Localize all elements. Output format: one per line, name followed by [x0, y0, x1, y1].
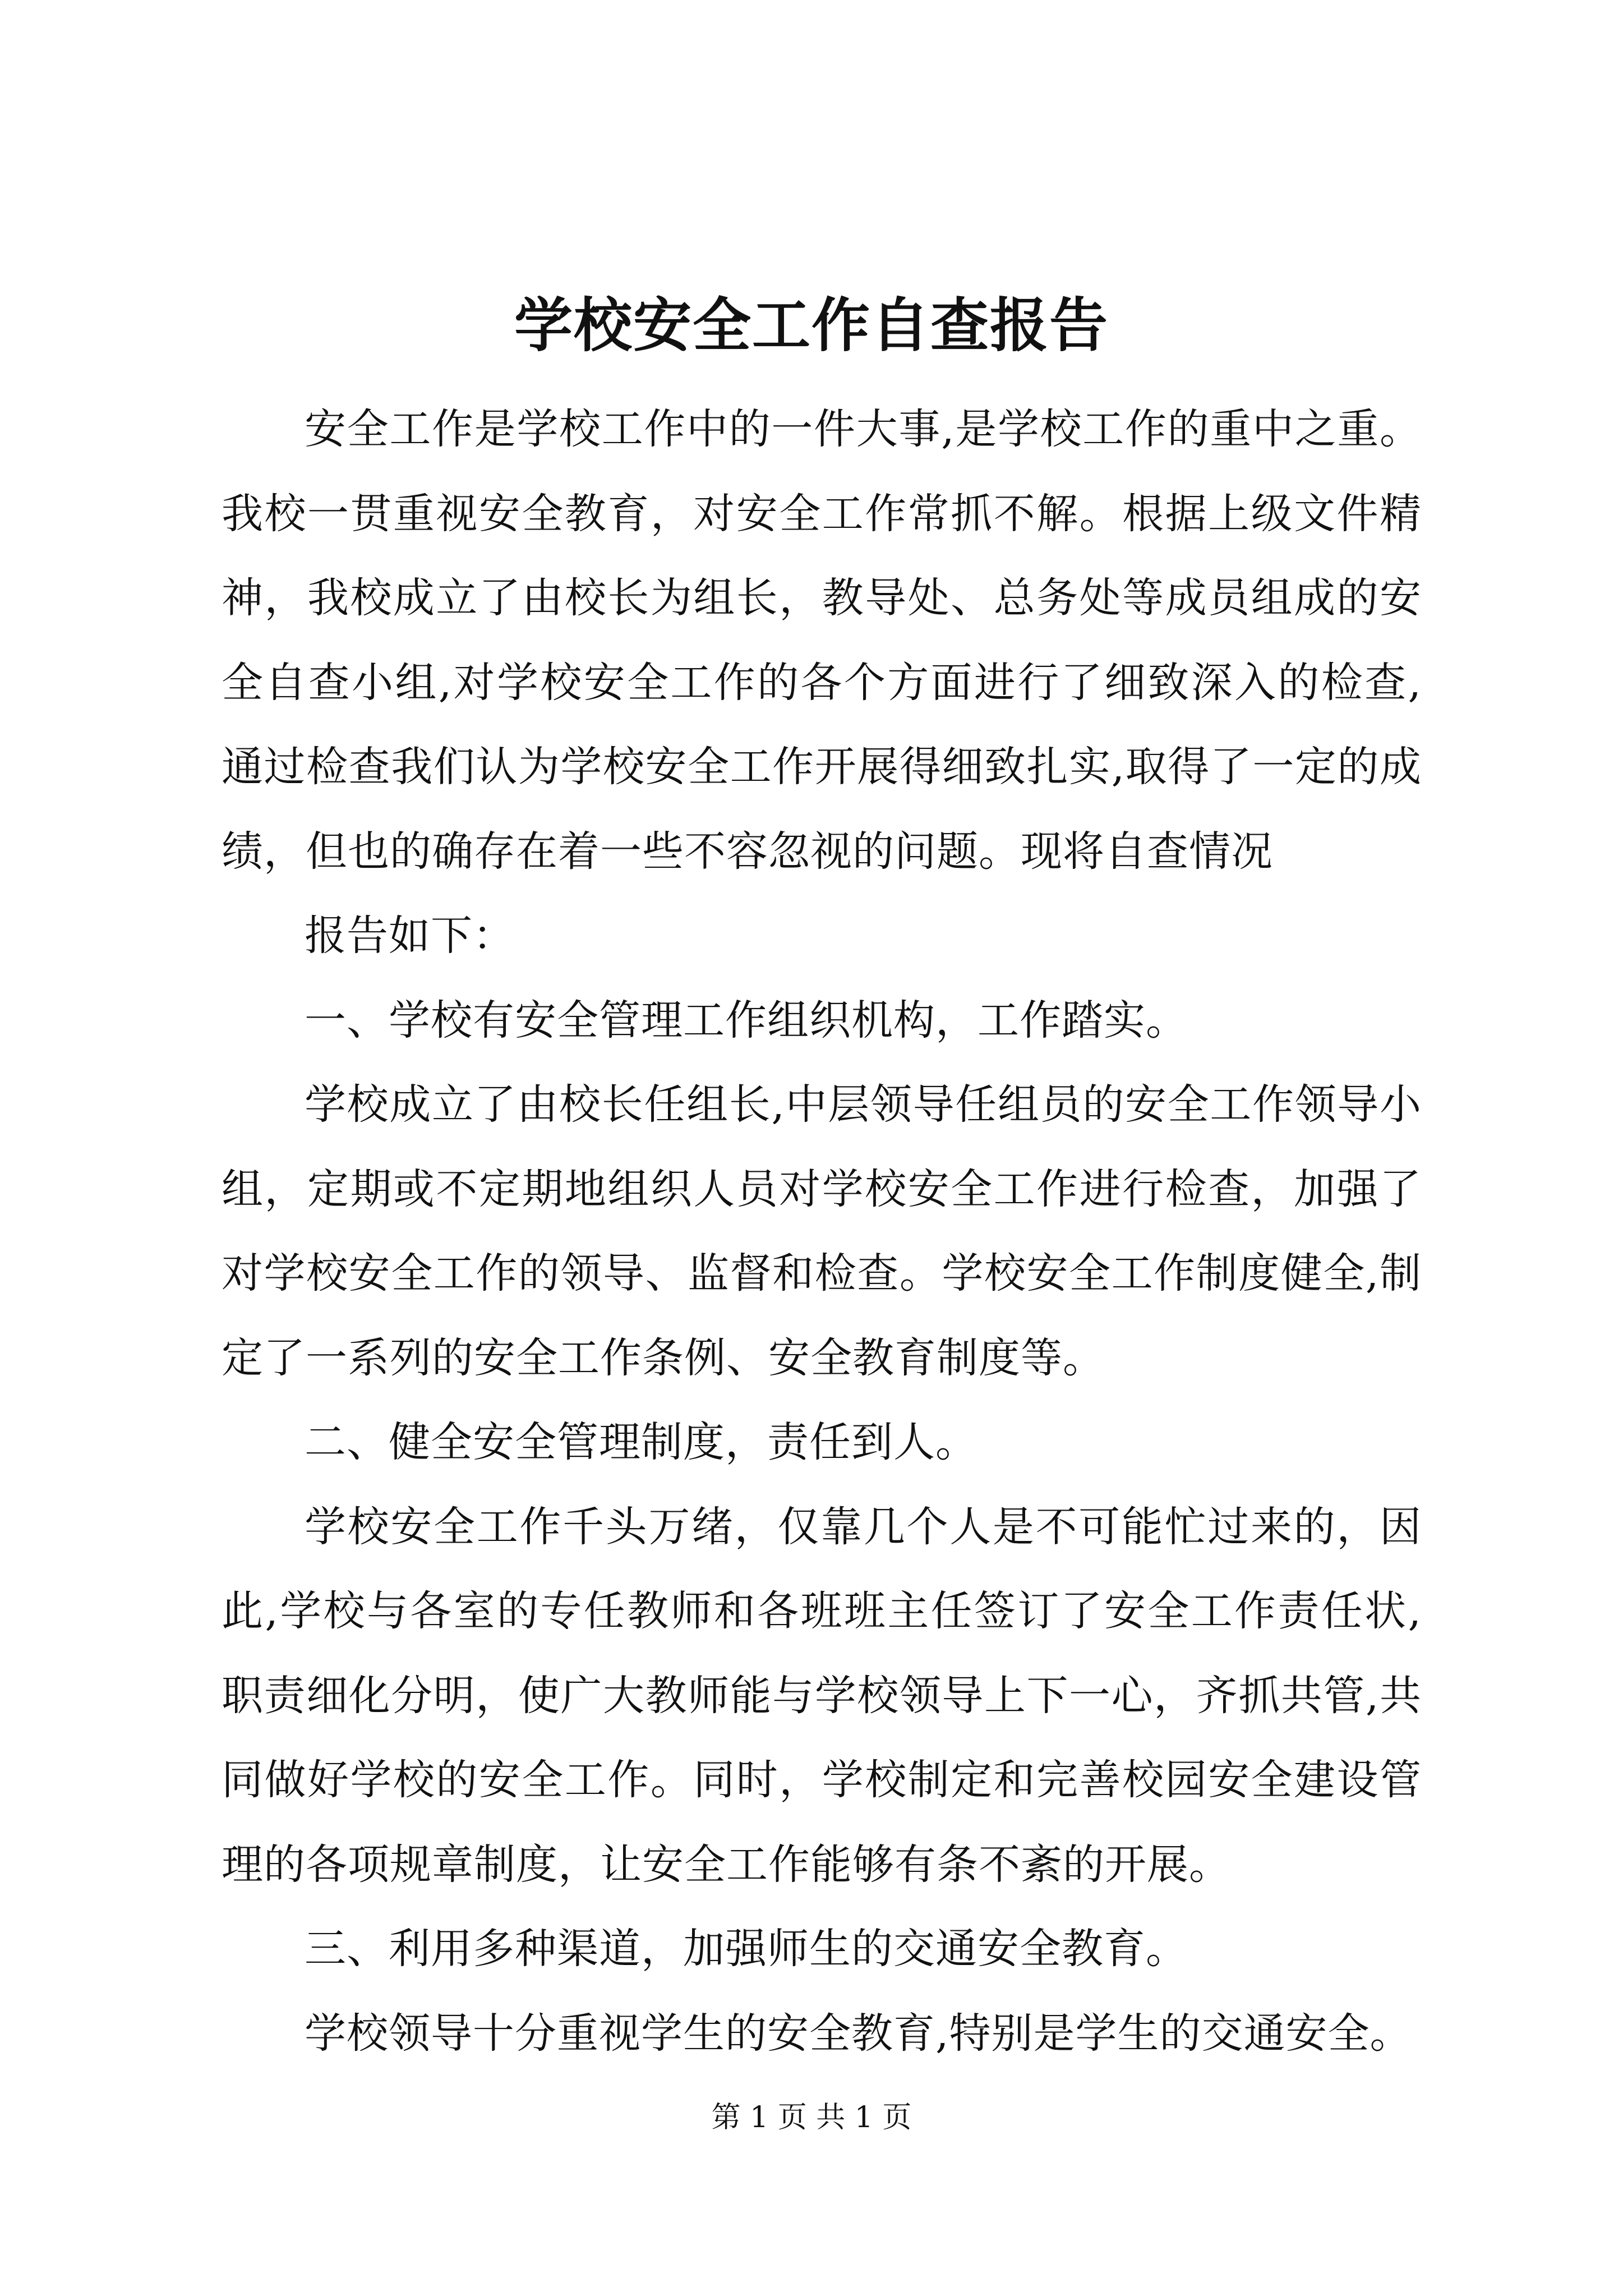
document-title: 学校安全工作自查报告: [514, 291, 1109, 360]
section-heading-1: 一、学校有安全管理工作组织机构，工作踏实。: [305, 996, 1188, 1045]
paragraph-section-2: 学校安全工作千头万绪，仅靠几个人是不可能忙过来的，因此,学校与各室的专任教师和各班班主任签订了安全工作责任状,职责细化分明，使广大教师能与学校领导上下一心，齐抓共管,共同做好学校的安全工作。同时，学校制定和完善校园安全建设管理的各项规章制度，让安全工作能够有条不紊的开展。: [222, 1502, 1422, 1889]
paragraph-intro: 安全工作是学校工作中的一件大事,是学校工作的重中之重。我校一贯重视安全教育，对安全工作常抓不解。根据上级文件精神，我校成立了由校长为组长，教导处、总务处等成员组成的安全自查小组,对学校安全工作的各个方面进行了细致深入的检查,通过检查我们认为学校安全工作开展得细致扎实,取得了一定的成绩，但也的确存在着一些不容忽视的问题。现将自查情况: [222, 405, 1422, 876]
paragraph-section-1: 学校成立了由校长任组长,中层领导任组员的安全工作领导小组，定期或不定期地组织人员对学校安全工作进行检查，加强了对学校安全工作的领导、监督和检查。学校安全工作制度健全,制定了一系列的安全工作条例、安全教育制度等。: [222, 1080, 1422, 1382]
paragraph-section-3: 学校领导十分重视学生的安全教育,特别是学生的交通安全。: [305, 2009, 1412, 2058]
paragraph-report-lead: 报告如下：: [305, 912, 515, 960]
section-heading-3: 三、利用多种渠道，加强师生的交通安全教育。: [305, 1925, 1188, 1973]
section-heading-2: 二、健全安全管理制度，责任到人。: [305, 1418, 978, 1466]
page-number-footer: 第 1 页 共 1 页: [711, 2101, 912, 2134]
document-body: [222, 387, 1422, 2076]
